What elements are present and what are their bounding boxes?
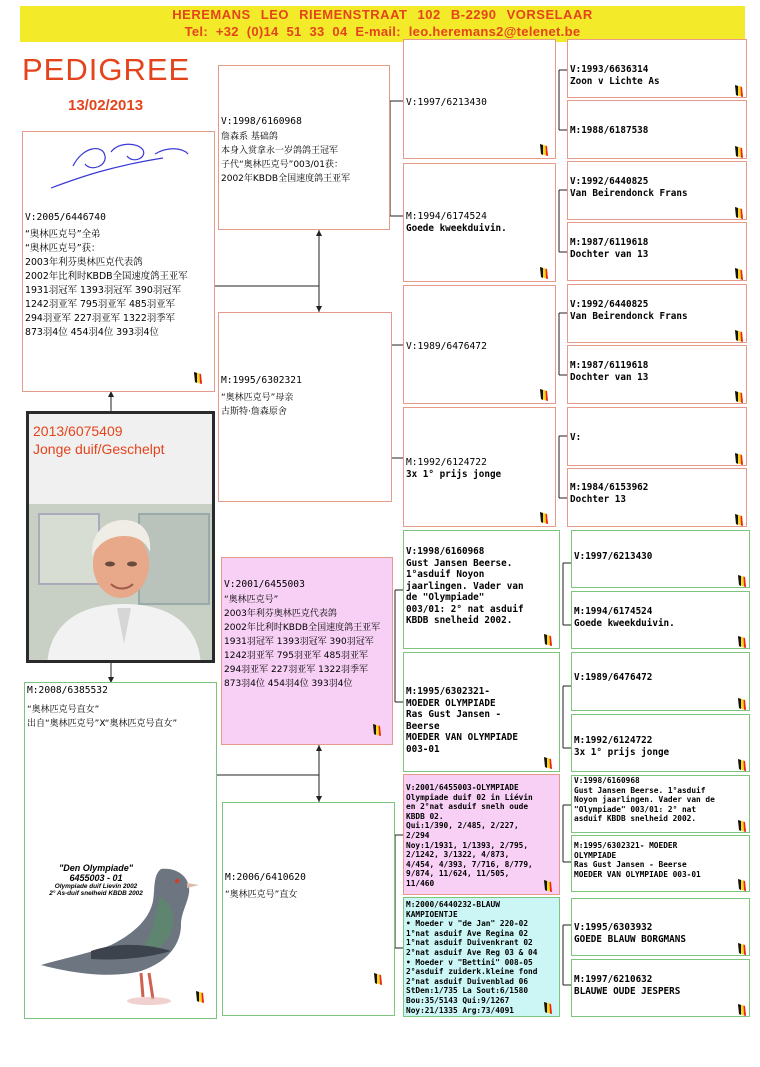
- gen3-card: [403, 530, 560, 649]
- gen4-card: [567, 468, 747, 527]
- ss-ring: V:1998/6160968: [221, 116, 302, 127]
- gen3-card: [403, 163, 556, 282]
- note-line: 2002年KBDB全国速度鸽王亚军: [221, 174, 351, 184]
- gen4-card: [571, 652, 750, 711]
- pigeon-notes: V:1998/6160968 Gust Jansen Beerse. 1°asduif Noyon jaarlingen. Vader van de "Olympiade" 003/01: 2° nat asduif KBDB snelheid 2002.: [574, 776, 715, 824]
- pigeon-notes: M:1987/6119618 Dochter van 13: [570, 360, 649, 383]
- note-line: 子代“奥林匹克号”003/01获：: [221, 160, 343, 170]
- belgian-flag-icon: [734, 83, 744, 97]
- ring-number: M:1994/6174524: [406, 211, 487, 222]
- subject-photo-card: [26, 411, 215, 663]
- pigeon-notes: M:1995/6302321- MOEDER OLYMPIADE Ras Gust Jansen - Beerse MOEDER VAN OLYMPIADE 003-01: [406, 686, 518, 755]
- belgian-flag-icon: [193, 370, 203, 384]
- pigeon-notes: M:1995/6302321- MOEDER OLYMPIADE Ras Gust Jansen - Beerse MOEDER VAN OLYMPIADE 003-01: [574, 841, 701, 879]
- breeder-address: HEREMANS LEO RIEMENSTRAAT 102 B-2290 VORSELAAR: [172, 7, 593, 22]
- gen4-card: [571, 898, 750, 956]
- sire-card: [22, 131, 215, 392]
- dam-ring: M:2008/6385532: [27, 685, 108, 696]
- belgian-flag-icon: [737, 1002, 747, 1016]
- pigeon-notes: V:1997/6213430: [574, 551, 653, 562]
- pigeon-notes: M:1997/6210632 BLAUWE OUDE JESPERS: [574, 974, 681, 997]
- belgian-flag-icon: [539, 142, 549, 156]
- pigeon-notes: V:: [570, 432, 582, 443]
- belgian-flag-icon: [737, 573, 747, 587]
- pigeon-notes: M:1992/6124722 3x 1° prijs jonge: [574, 735, 670, 758]
- ds-ring: V:2001/6455003: [224, 579, 305, 590]
- gen4-card: [567, 407, 747, 466]
- gen4-card: [571, 530, 750, 588]
- belgian-flag-icon: [539, 510, 549, 524]
- ss-notes: [221, 130, 390, 186]
- pigeon-notes: M:1994/6174524 Goede kweekduivin.: [574, 606, 675, 629]
- note-line: 294羽亚军 227羽亚军 1322羽季军: [224, 665, 368, 675]
- belgian-flag-icon: [543, 755, 553, 769]
- note-line: “奥林匹克号”: [224, 595, 279, 605]
- gen4-card: [571, 591, 750, 649]
- belgian-flag-icon: [543, 1000, 553, 1014]
- note-line: “奥林匹克号”全弟: [25, 229, 101, 240]
- note-line: 2003年利芬奥林匹克代表鸽: [25, 257, 143, 268]
- dam-card: [24, 682, 217, 1019]
- gen3-card: [403, 285, 556, 404]
- note-line: 2002年比利时KBDB全国速度鸽王亚军: [25, 271, 188, 282]
- pigeon-notes: V:1993/6636314 Zoon v Lichte As: [570, 64, 660, 87]
- note-line: 出自“奥林匹克号”X“奥林匹克号直女”: [27, 719, 178, 729]
- pigeon-notes: 3x 1° prijs jonge: [406, 469, 502, 480]
- pigeon-notes: V:1989/6476472: [574, 672, 653, 683]
- subject-ring: 2013/6075409: [33, 423, 123, 439]
- belgian-flag-icon: [737, 757, 747, 771]
- belgian-flag-icon: [734, 389, 744, 403]
- ring-number: M:1992/6124722: [406, 457, 487, 468]
- sire-ring: V:2005/6446740: [25, 212, 106, 223]
- pigeon-notes: M:1988/6187538: [570, 125, 649, 136]
- belgian-flag-icon: [734, 144, 744, 158]
- belgian-flag-icon: [737, 877, 747, 891]
- note-line: 詹森系 基础鸽: [221, 132, 278, 142]
- ss-card: [218, 65, 390, 230]
- gen4-card: [571, 959, 750, 1017]
- belgian-flag-icon: [372, 722, 382, 736]
- belgian-flag-icon: [539, 387, 549, 401]
- belgian-flag-icon: [734, 512, 744, 526]
- caption-line: 2° As-duif snelheid KBDB 2002: [49, 890, 143, 897]
- dd-card: [222, 802, 395, 1016]
- gen4-card: [567, 39, 747, 98]
- breeder-header: [20, 6, 745, 42]
- gen4-card: [567, 284, 747, 343]
- pigeon-notes: Goede kweekduivin.: [406, 223, 507, 234]
- dam-notes: [27, 703, 217, 731]
- pigeon-notes: V:1992/6440825 Van Beirendonck Frans: [570, 176, 688, 199]
- pigeon-notes: M:1984/6153962 Dochter 13: [570, 482, 649, 505]
- note-line: 1242羽亚军 795羽亚军 485羽亚军: [224, 651, 368, 661]
- belgian-flag-icon: [734, 205, 744, 219]
- pigeon-image: [31, 861, 211, 1013]
- ds-notes: [224, 593, 393, 691]
- note-line: 1242羽亚军 795羽亚军 485羽亚军: [25, 299, 175, 310]
- belgian-flag-icon: [543, 878, 553, 892]
- note-line: 古斯特·詹森原舍: [221, 407, 287, 417]
- page-title: PEDIGREE: [22, 52, 191, 87]
- note-line: 873羽4位 454羽4位 393羽4位: [224, 679, 353, 689]
- sd-notes: [221, 391, 391, 419]
- pigeon-notes: M:1987/6119618 Dochter van 13: [570, 237, 649, 260]
- pedigree-date: 13/02/2013: [68, 97, 144, 114]
- gen3-card: [403, 407, 556, 527]
- belgian-flag-icon: [539, 265, 549, 279]
- caption-line: Olympiade duif Lievin 2002: [54, 883, 138, 890]
- ds-card: [221, 557, 393, 745]
- gen4-card: [571, 775, 750, 833]
- note-line: “奥林匹克号直女”: [27, 705, 100, 715]
- belgian-flag-icon: [737, 818, 747, 832]
- pigeon-notes: V:1995/6303932 GOEDE BLAUW BORGMANS: [574, 922, 686, 945]
- pigeon-notes: M:2000/6440232-BLAUW KAMPIOENTJE • Moeder v "de Jan" 220-02 1°nat asduif Ave Regina 02 1°nat asduif Duivenkrant 02 2°nat asduif Ave Reg 03 & 04 • Moeder v "Bettini" 008-05 2°asduif zuiderk.kleine fond 2°nat asduif Duivenblad 06 StDen:1/735 La Sout:6/1580 Bou:35/5143 Qui:9/1267 Noy:21/1335 Arg:73/4091: [406, 900, 538, 1015]
- note-line: “奥林匹克号”获：: [25, 243, 101, 254]
- note-line: 1931羽冠军 1393羽冠军 390羽冠军: [25, 285, 181, 296]
- sd-card: [218, 312, 392, 502]
- caption-line: 6455003 - 01: [69, 873, 123, 883]
- gen3-card: [403, 774, 560, 895]
- note-line: 1931羽冠军 1393羽冠军 390羽冠军: [224, 637, 374, 647]
- dd-ring: M:2006/6410620: [225, 872, 306, 883]
- belgian-flag-icon: [195, 989, 205, 1003]
- belgian-flag-icon: [737, 634, 747, 648]
- pigeon-notes: V:1992/6440825 Van Beirendonck Frans: [570, 299, 688, 322]
- sire-notes: [25, 228, 215, 340]
- gen4-card: [567, 222, 747, 281]
- note-line: 2002年比利时KBDB全国速度鸽王亚军: [224, 623, 381, 633]
- note-line: “奥林匹克号”母亲: [221, 393, 294, 403]
- caption-line: "Den Olympiade": [58, 863, 134, 873]
- belgian-flag-icon: [543, 632, 553, 646]
- belgian-flag-icon: [373, 971, 383, 985]
- signature-graphic: [43, 136, 193, 198]
- ring-number: V:1997/6213430: [406, 97, 487, 108]
- gen4-card: [571, 835, 750, 892]
- gen4-card: [567, 100, 747, 159]
- gen3-card: [403, 39, 556, 159]
- note-line: 本身入赏拿永一岁鸽鸽王冠军: [221, 146, 339, 156]
- note-line: 2003年利芬奥林匹克代表鸽: [224, 609, 337, 619]
- sd-ring: M:1995/6302321: [221, 375, 302, 386]
- belgian-flag-icon: [737, 696, 747, 710]
- belgian-flag-icon: [737, 941, 747, 955]
- breeder-contact: Tel: +32 (0)14 51 33 04 E-mail: leo.heremans2@telenet.be: [184, 24, 581, 39]
- gen4-card: [571, 714, 750, 772]
- belgian-flag-icon: [734, 328, 744, 342]
- note-line: “奥林匹克号”直女: [225, 890, 298, 900]
- note-line: 873羽4位 454羽4位 393羽4位: [25, 327, 159, 338]
- gen3-card: [403, 897, 560, 1017]
- belgian-flag-icon: [734, 266, 744, 280]
- belgian-flag-icon: [734, 451, 744, 465]
- pigeon-notes: V:2001/6455003-OLYMPIADE Olympiade duif 02 in Liévin en 2°nat asduif snelh oude KBDB 02. Qui:1/390, 2/485, 2/227, 2/294 Noy:1/1931, 1/1393, 2/795, 2/1242, 3/1322, 4/873, 4/454, 4/393, 7/716, 8/779, 9/874, 11/624, 11/505, 11/460: [406, 783, 533, 888]
- note-line: 294羽亚军 227羽亚军 1322羽季军: [25, 313, 175, 324]
- subject-description: Jonge duif/Geschelpt: [33, 441, 165, 457]
- pigeon-notes: V:1998/6160968 Gust Jansen Beerse. 1°asduif Noyon jaarlingen. Vader van de "Olympiade" 003/01: 2° nat asduif KBDB snelheid 2002.: [406, 546, 524, 626]
- dd-notes: [225, 888, 395, 902]
- gen3-card: [403, 652, 560, 772]
- gen4-card: [567, 161, 747, 220]
- breeder-photo: [29, 504, 215, 663]
- ring-number: V:1989/6476472: [406, 341, 487, 352]
- gen4-card: [567, 345, 747, 404]
